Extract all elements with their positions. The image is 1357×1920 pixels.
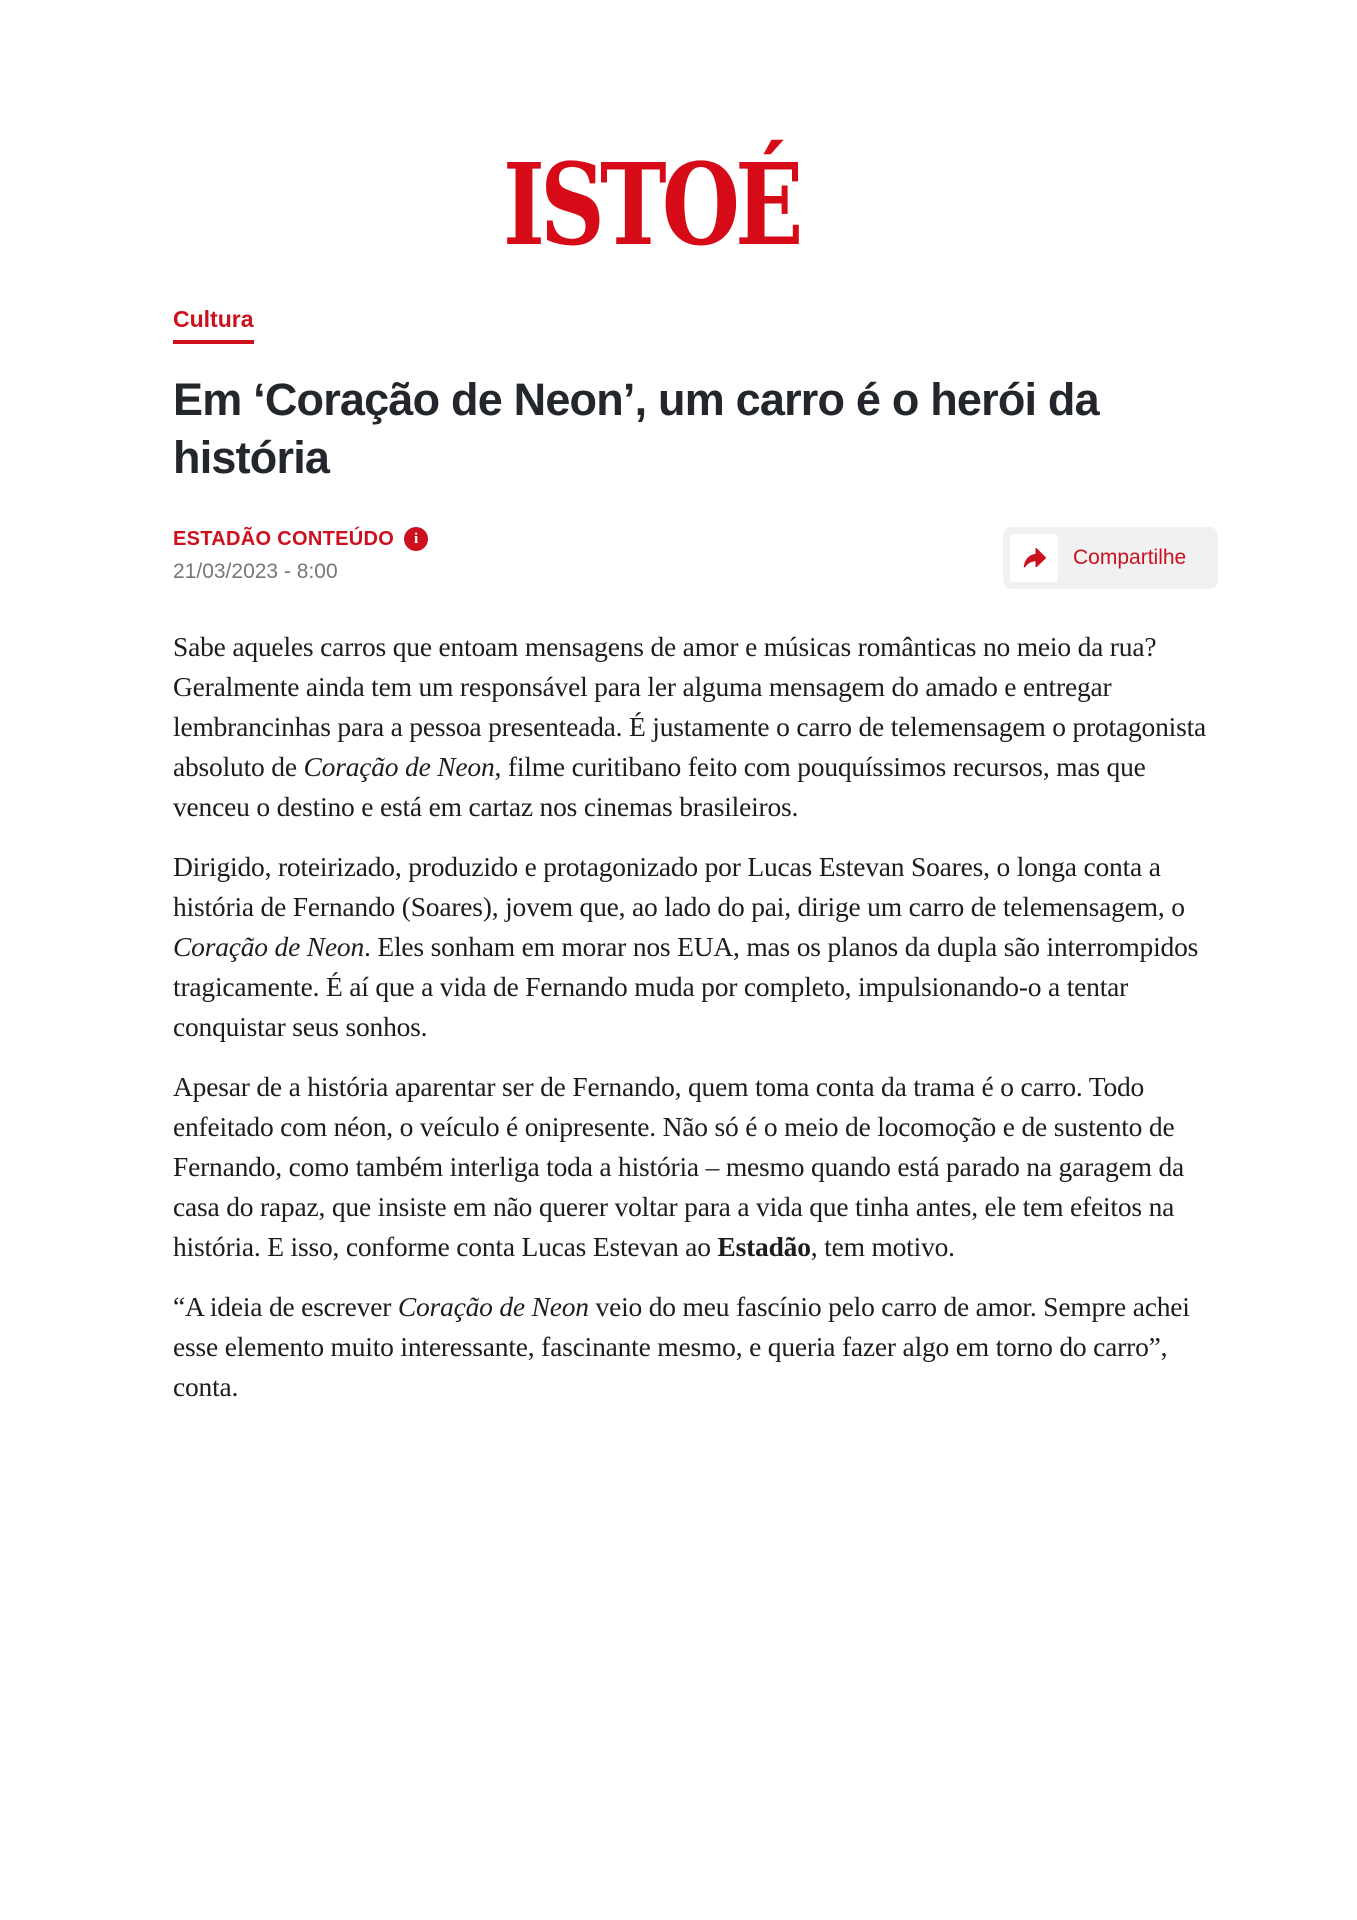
article-body: [173, 627, 1218, 1407]
paragraph-text: , filme curitibano feito com pouquíssimos recursos, mas que venceu o destino e está em cartaz nos cinemas brasileiros.: [173, 751, 1146, 822]
istoe-logo[interactable]: ISTOÉ: [503, 140, 799, 271]
paragraph-text: Apesar de a história aparentar ser de Fernando, quem toma conta da trama é o carro. Todo enfeitado com néon, o veículo é onipresente. Não só é o meio de locomoção e de sustento de Fernando, como também interliga toda a história – mesmo quando está parado na garagem da casa do rapaz, que insiste em não querer voltar para a vida que tinha antes, ele tem efeitos na história. E isso, conforme conta Lucas Estevan ao: [173, 1071, 1185, 1262]
paragraph-text: Coração de Neon: [303, 751, 495, 782]
paragraph-text: Coração de Neon: [173, 931, 365, 962]
byline-block: [173, 527, 428, 584]
paragraph-text: “A ideia de escrever: [173, 1291, 398, 1322]
article-source-label: ESTADÃO CONTEÚDO: [173, 527, 395, 550]
info-icon[interactable]: i: [404, 527, 428, 551]
article-headline: Em ‘Coração de Neon’, um carro é o herói da história: [173, 374, 1099, 483]
paragraph-text: Dirigido, roteirizado, produzido e protagonizado por Lucas Estevan Soares, o longa conta a história de Fernando (Soares), jovem que, ao lado do pai, dirige um carro de telemensagem, o: [173, 851, 1185, 922]
paragraph-text: veio do meu fascínio pelo carro de amor. Sempre achei esse elemento muito interessante, fascinante mesmo, e queria fazer algo em torno do carro”, conta.: [173, 1291, 1190, 1402]
paragraph-text: Sabe aqueles carros que entoam mensagens de amor e músicas românticas no meio da rua? Geralmente ainda tem um responsável para ler alguma mensagem do amado e entregar lembrancinhas para a pessoa presenteada. É justamente o carro de telemensagem o protagonista absoluto de: [173, 631, 1207, 782]
paragraph-text: Coração de Neon: [397, 1291, 589, 1322]
share-button[interactable]: [1003, 527, 1218, 589]
article-paragraph: [173, 1067, 1218, 1267]
article-paragraph: [173, 1287, 1218, 1407]
share-button-label: Compartilhe: [1073, 546, 1187, 569]
category-link-cultura[interactable]: Cultura: [173, 306, 254, 344]
paragraph-text: , tem motivo.: [810, 1231, 955, 1262]
share-icon: [1010, 534, 1058, 582]
article-meta-row: [173, 527, 1218, 589]
article-paragraph: [173, 847, 1218, 1047]
article-paragraph: [173, 627, 1218, 827]
masthead: [173, 0, 1218, 271]
article-date: 21/03/2023 - 8:00: [173, 560, 338, 583]
paragraph-text: . Eles sonham em morar nos EUA, mas os planos da dupla são interrompidos tragicamente. É aí que a vida de Fernando muda por completo, impulsionando-o a tentar conquistar seus sonhos.: [173, 931, 1199, 1042]
paragraph-text: Estadão: [717, 1231, 811, 1262]
